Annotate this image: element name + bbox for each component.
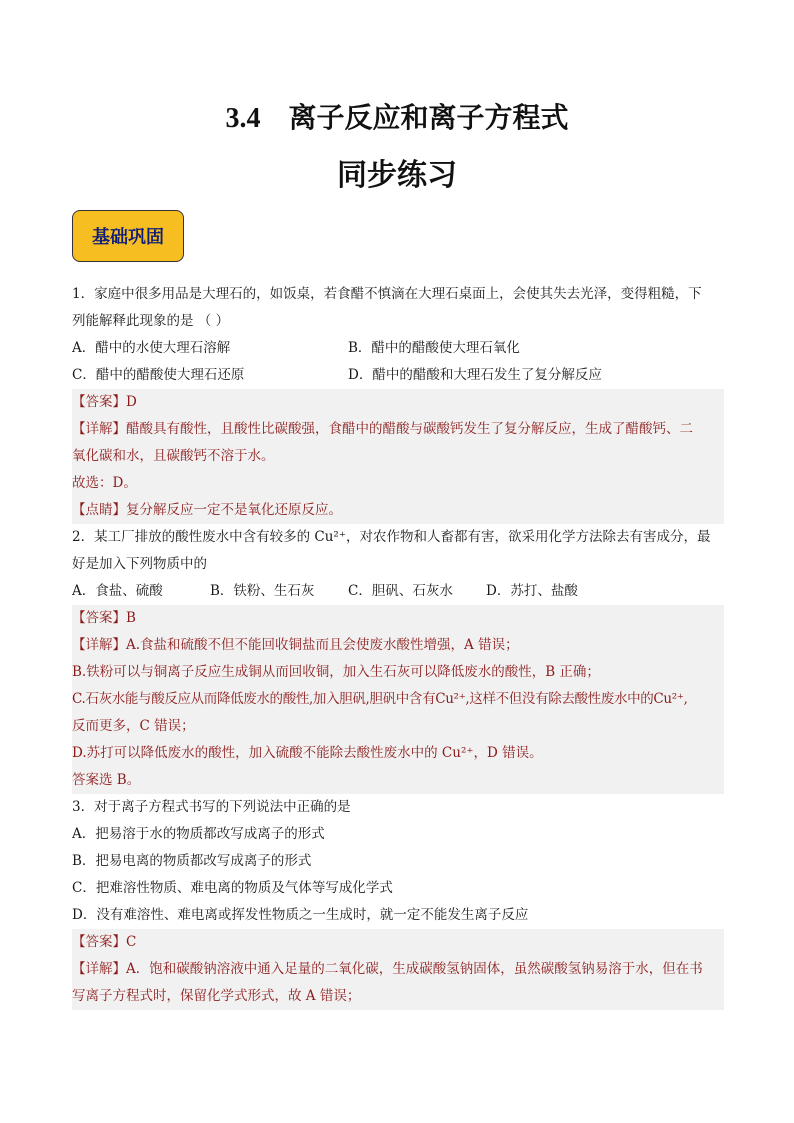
q2-explanation-line6: 答案选 B。 (72, 767, 724, 794)
q3-option-c: C．把难溶性物质、难电离的物质及气体等写成化学式 (72, 880, 393, 896)
page-title (0, 96, 794, 136)
q1-option-d: D．醋中的醋酸和大理石发生了复分解反应 (348, 367, 602, 383)
explanation-tag: 【详解】 (72, 961, 126, 977)
q1-options-row1 (72, 335, 724, 362)
q2-options-row (72, 578, 724, 605)
q1-explanation-line1: 【详解】醋酸具有酸性，且酸性比碳酸强，食醋中的醋酸与碳酸钙发生了复分解反应，生成了醋酸钙、二 (72, 416, 724, 443)
q2-option-c: C．胆矾、石灰水 (348, 583, 453, 599)
q3-explanation-line2: 写离子方程式时，保留化学式形式，故 A 错误； (72, 983, 724, 1010)
page-subtitle: 同步练习 (337, 158, 457, 193)
q1-tip: 【点睛】复分解反应一定不是氧化还原反应。 (72, 497, 724, 524)
q2-explanation-line3: C.石灰水能与酸反应从而降低废水的酸性,加入胆矾,胆矾中含有Cu²⁺,这样不但没有除去酸性废水中的Cu²⁺, (72, 686, 724, 713)
q1-explanation-line3: 故选：D。 (72, 470, 724, 497)
q2-answer (72, 605, 724, 632)
q1-stem-line1: 1．家庭中很多用品是大理石的，如饭桌，若食醋不慎滴在大理石桌面上，会使其失去光泽，变得粗糙，下 (72, 286, 702, 302)
tip-tag: 【点睛】 (72, 502, 126, 518)
answer-tag: 【答案】 (72, 394, 126, 410)
q3-option-a: A．把易溶于水的物质都改写成离子的形式 (72, 826, 325, 842)
q1-options-row2 (72, 362, 724, 389)
q1-option-a: A．醋中的水使大理石溶解 (72, 340, 231, 356)
title-number: 3.4 (225, 103, 261, 134)
q2-option-a: A．食盐、硫酸 (72, 583, 163, 599)
q3-option-d: D．没有难溶性、难电离或挥发性物质之一生成时，就一定不能发生离子反应 (72, 907, 529, 923)
answer-tag: 【答案】 (72, 934, 126, 950)
q1-explanation-line2: 氧化碳和水，且碳酸钙不溶于水。 (72, 443, 724, 470)
q1-stem-line2: 列能解释此现象的是 （ ） (72, 313, 230, 329)
exercise-content (72, 281, 724, 1010)
q3-explanation-line1: 【详解】A．饱和碳酸钠溶液中通入足量的二氧化碳，生成碳酸氢钠固体，虽然碳酸氢钠易溶于水，但在书 (72, 956, 724, 983)
q2-explanation-line5: D.苏打可以降低废水的酸性，加入硫酸不能除去酸性废水中的 Cu²⁺，D 错误。 (72, 740, 724, 767)
q1-answer (72, 389, 724, 416)
answer-value: C (126, 934, 137, 950)
q2-explanation-line1: 【详解】A.食盐和硫酸不但不能回收铜盐而且会使废水酸性增强，A 错误； (72, 632, 724, 659)
q3-answer (72, 929, 724, 956)
q2-stem-line2: 好是加入下列物质中的 (72, 556, 207, 572)
answer-tag: 【答案】 (72, 610, 126, 626)
q2-stem-line1: 2．某工厂排放的酸性废水中含有较多的 Cu²⁺，对农作物和人畜都有害，欲采用化学方法除去有害成分，最 (72, 529, 711, 545)
q2-option-d: D．苏打、盐酸 (486, 583, 578, 599)
q3-stem-line1: 3．对于离子方程式书写的下列说法中正确的是 (72, 799, 351, 815)
q2-option-b: B．铁粉、生石灰 (210, 583, 315, 599)
section-badge: 基础巩固 (72, 210, 184, 262)
q2-explanation-line4: 反而更多，C 错误； (72, 713, 724, 740)
q2-explanation-line2: B.铁粉可以与铜离子反应生成铜从而回收铜，加入生石灰可以降低废水的酸性，B 正确； (72, 659, 724, 686)
explanation-tag: 【详解】 (72, 637, 126, 653)
answer-value: B (126, 610, 136, 626)
q1-option-b: B．醋中的醋酸使大理石氧化 (348, 340, 520, 356)
title-text: 离子反应和离子方程式 (288, 101, 569, 134)
explanation-tag: 【详解】 (72, 421, 126, 437)
q3-option-b: B．把易电离的物质都改写成离子的形式 (72, 853, 312, 869)
answer-value: D (126, 394, 137, 410)
q1-option-c: C．醋中的醋酸使大理石还原 (72, 367, 245, 383)
